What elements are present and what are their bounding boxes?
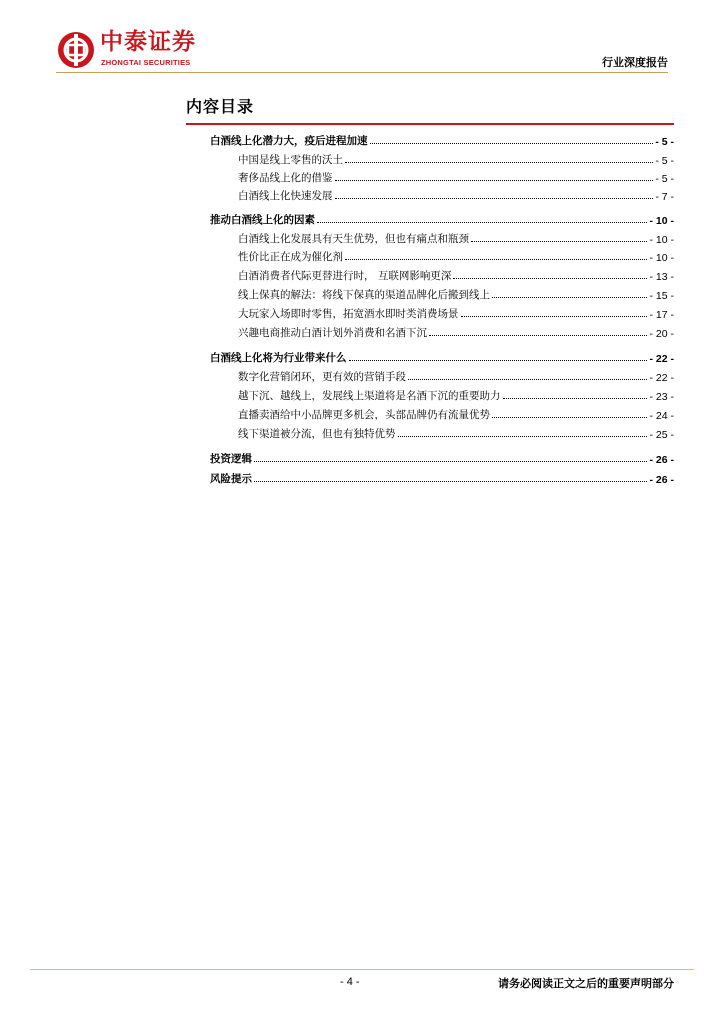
toc-subsection-entry[interactable] — [238, 228, 674, 246]
logo-english-name: ZHONGTAI SECURITIES — [101, 58, 191, 67]
toc-dot-leader — [461, 316, 648, 317]
toc-entry-title: 直播卖酒给中小品牌更多机会，头部品牌仍有流量优势 — [238, 409, 490, 421]
toc-subsection-entry[interactable] — [238, 366, 674, 384]
toc-entry-page: - 10 - — [649, 252, 674, 264]
toc-dot-leader — [345, 162, 653, 163]
toc-entry-title: 线上保真的解法：将线下保真的渠道品牌化后搬到线上 — [238, 289, 490, 301]
toc-entry-page: - 20 - — [649, 328, 674, 340]
toc-title-underline — [186, 123, 674, 125]
toc-entry-title: 白酒消费者代际更替进行时， 互联网影响更深 — [238, 270, 452, 282]
toc-dot-leader — [408, 379, 647, 380]
toc-entry-page: - 22 - — [649, 372, 674, 384]
toc-entry-title: 白酒线上化将为行业带来什么 — [210, 352, 347, 364]
toc-entry-title: 白酒线上化快速发展 — [238, 190, 333, 202]
logo-chinese-name: 中泰证券 — [100, 29, 196, 55]
toc-dot-leader — [335, 180, 654, 181]
toc-entry-page: - 5 - — [655, 136, 674, 148]
toc-subsection-entry[interactable] — [238, 246, 674, 264]
toc-dot-leader — [370, 143, 654, 144]
toc-dot-leader — [349, 360, 648, 361]
toc-entry-title: 白酒线上化发展具有天生优势，但也有痛点和瓶颈 — [238, 233, 469, 245]
toc-entry-page: - 25 - — [649, 429, 674, 441]
toc-entry-page: - 15 - — [649, 290, 674, 302]
toc-subsection-entry[interactable] — [238, 167, 674, 185]
page-number: - 4 - — [340, 976, 360, 988]
toc-entry-page: - 22 - — [649, 353, 674, 365]
toc-entry-page: - 10 - — [649, 215, 674, 227]
toc-dot-leader — [492, 417, 647, 418]
toc-entry-page: - 10 - — [649, 234, 674, 246]
toc-title: 内容目录 — [186, 97, 255, 116]
toc-entry-title: 奢侈品线上化的借鉴 — [238, 172, 333, 184]
toc-section-entry[interactable] — [210, 347, 674, 365]
toc-subsection-entry[interactable] — [238, 265, 674, 283]
toc-subsection-entry[interactable] — [238, 149, 674, 167]
toc-entry-title: 白酒线上化潜力大，疫后进程加速 — [210, 135, 368, 147]
toc-entry-title: 投资逻辑 — [210, 453, 252, 465]
report-type-label: 行业深度报告 — [602, 56, 668, 69]
toc-dot-leader — [492, 297, 647, 298]
zhongtai-logo-icon — [56, 30, 96, 70]
toc-entry-page: - 13 - — [649, 271, 674, 283]
toc-entry-page: - 26 - — [649, 454, 674, 466]
toc-entry-page: - 24 - — [649, 410, 674, 422]
toc-dot-leader — [254, 481, 647, 482]
toc-subsection-entry[interactable] — [238, 404, 674, 422]
toc-dot-leader — [345, 259, 647, 260]
disclaimer-note: 请务必阅读正文之后的重要声明部分 — [498, 977, 674, 990]
toc-entry-page: - 7 - — [655, 191, 674, 203]
toc-entry-page: - 23 - — [649, 391, 674, 403]
toc-subsection-entry[interactable] — [238, 303, 674, 321]
toc-entry-title: 大玩家入场即时零售，拓宽酒水即时类消费场景 — [238, 308, 459, 320]
toc-dot-leader — [254, 461, 647, 462]
toc-entry-title: 中国是线上零售的沃土 — [238, 154, 343, 166]
toc-section-entry[interactable] — [210, 209, 674, 227]
toc-entry-page: - 26 - — [649, 474, 674, 486]
toc-dot-leader — [335, 198, 654, 199]
toc-entry-page: - 5 - — [655, 173, 674, 185]
toc-entry-title: 越下沉、越线上，发展线上渠道将是名酒下沉的重要助力 — [238, 390, 501, 402]
header-divider — [56, 72, 668, 73]
toc-entry-title: 数字化营销闭环，更有效的营销手段 — [238, 371, 406, 383]
toc-entry-title: 线下渠道被分流，但也有独特优势 — [238, 428, 396, 440]
toc-dot-leader — [429, 335, 647, 336]
toc-dot-leader — [453, 278, 647, 279]
toc-dot-leader — [317, 222, 647, 223]
toc-subsection-entry[interactable] — [238, 423, 674, 441]
toc-dot-leader — [471, 241, 647, 242]
company-logo — [56, 28, 220, 72]
toc-dot-leader — [398, 436, 648, 437]
toc-entry-title: 兴趣电商推动白酒计划外消费和名酒下沉 — [238, 327, 427, 339]
toc-section-entry[interactable] — [210, 448, 674, 466]
toc-section-entry[interactable] — [210, 130, 674, 148]
toc-subsection-entry[interactable] — [238, 284, 674, 302]
toc-subsection-entry[interactable] — [238, 185, 674, 203]
footer-divider — [30, 969, 694, 970]
toc-subsection-entry[interactable] — [238, 322, 674, 340]
toc-entry-page: - 17 - — [649, 309, 674, 321]
toc-subsection-entry[interactable] — [238, 385, 674, 403]
toc-entry-title: 风险提示 — [210, 473, 252, 485]
toc-section-entry[interactable] — [210, 468, 674, 486]
toc-entry-page: - 5 - — [655, 155, 674, 167]
toc-dot-leader — [503, 398, 648, 399]
toc-entry-title: 推动白酒线上化的因素 — [210, 214, 315, 226]
toc-entry-title: 性价比正在成为催化剂 — [238, 251, 343, 263]
